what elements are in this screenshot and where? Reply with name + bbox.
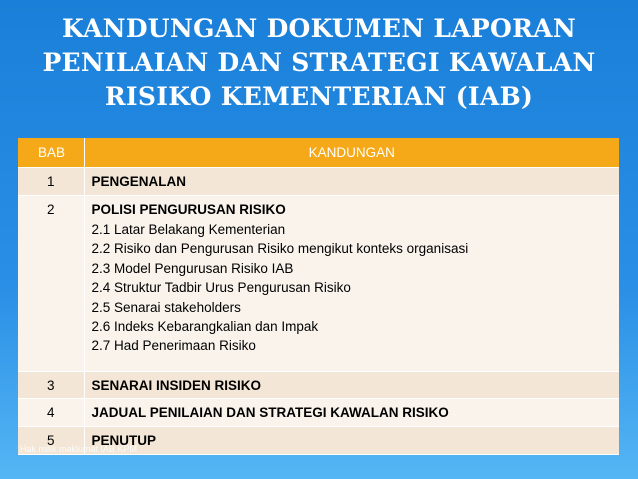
title-line-2: PENILAIAN DAN STRATEGI KAWALAN — [42, 48, 596, 77]
chapter-title: POLISI PENGURUSAN RISIKO — [91, 202, 286, 217]
chapter-cell — [84, 168, 619, 196]
chapter-title: JADUAL PENILAIAN DAN STRATEGI KAWALAN RISIKO — [91, 405, 449, 420]
table-row — [18, 399, 619, 427]
list-item: 2.5 Senarai stakeholders — [91, 299, 241, 315]
table-row — [18, 196, 619, 372]
page-title — [42, 8, 595, 114]
list-item: 2.1 Latar Belakang Kementerian — [91, 222, 286, 237]
table-row — [18, 372, 619, 399]
column-header-bab: BAB — [18, 138, 84, 168]
list-item: 2.4 Struktur Tadbir Urus Pengurusan Risiko — [91, 280, 351, 296]
bab-number: 4 — [18, 399, 84, 427]
chapter-cell — [84, 399, 619, 427]
bab-number: 1 — [18, 168, 84, 196]
chapter-title: SENARAI INSIDEN RISIKO — [91, 378, 262, 393]
chapter-cell — [84, 196, 619, 372]
list-item: 2.3 Model Pengurusan Risiko IAB — [91, 260, 294, 276]
list-item: 2.6 Indeks Kebarangkalian dan Impak — [91, 319, 319, 335]
list-item: 2.2 Risiko dan Pengurusan Risiko mengikut konteks organisasi — [91, 241, 469, 257]
contents-table — [18, 138, 619, 455]
title-line-3: RISIKO KEMENTERIAN (IAB) — [104, 82, 534, 111]
column-header-kandungan: KANDUNGAN — [84, 138, 619, 168]
chapter-title: PENGENALAN — [91, 174, 187, 189]
footer-note: Hak milik maklumat IAB KPM — [20, 444, 138, 454]
chapter-title: PENUTUP — [91, 433, 157, 448]
list-item: 2.7 Had Penerimaan Risiko — [91, 338, 256, 354]
bab-number: 3 — [18, 372, 84, 399]
chapter-cell — [84, 427, 619, 455]
title-line-1: KANDUNGAN DOKUMEN LAPORAN — [61, 14, 577, 43]
bab-number: 2 — [18, 196, 84, 372]
sub-section-list — [92, 220, 620, 356]
chapter-cell — [84, 372, 619, 399]
slide-title — [0, 0, 638, 122]
bab-number: 5 — [18, 427, 84, 455]
table-header-row — [18, 138, 619, 168]
table-row — [18, 168, 619, 196]
